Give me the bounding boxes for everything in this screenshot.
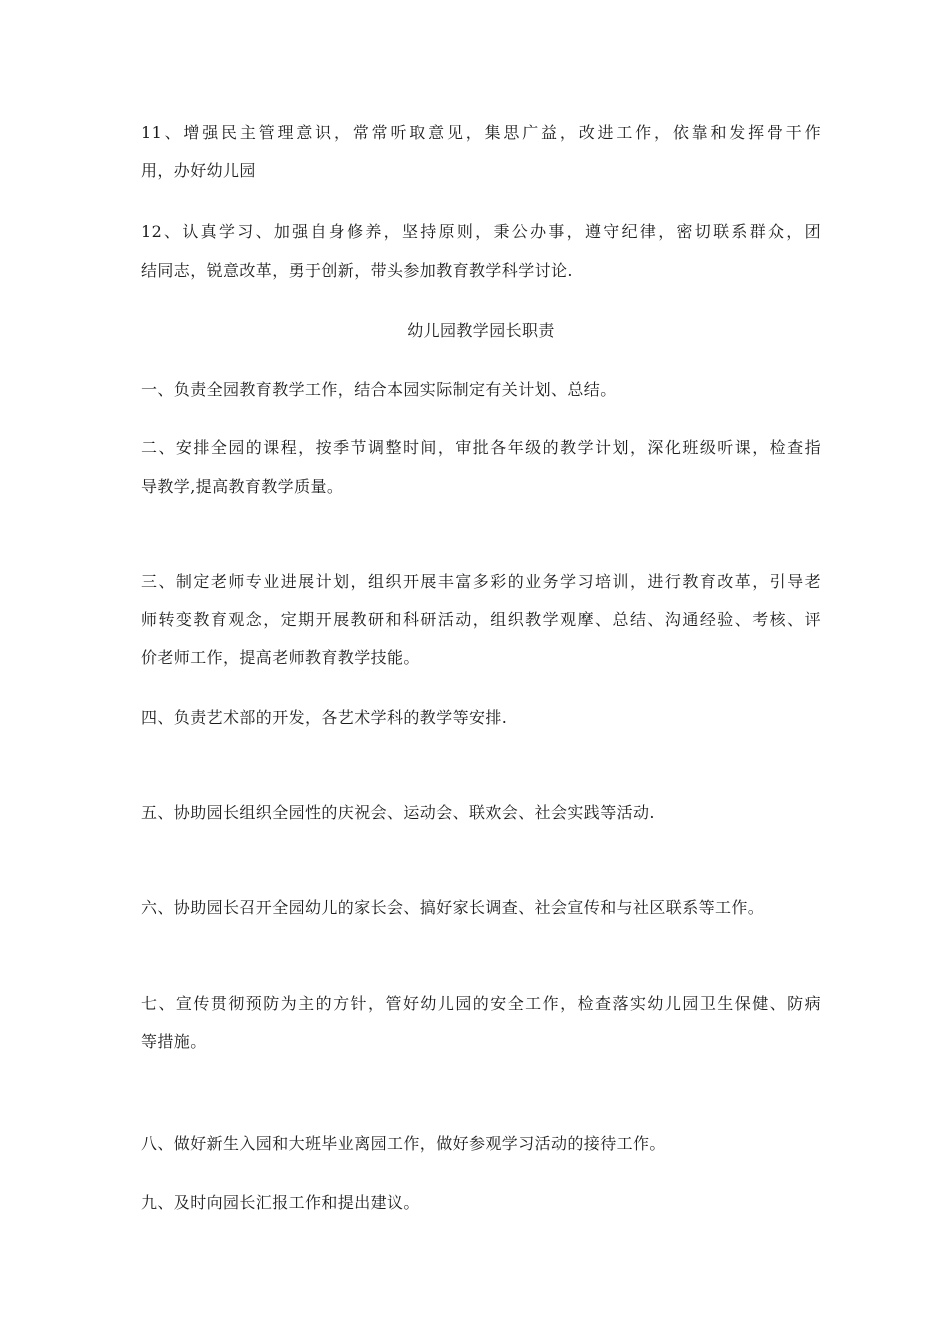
- duty-item-4: 四、负责艺术部的开发，各艺术学科的教学等安排.: [141, 708, 508, 727]
- duty-item-3-line-2: 师转变教育观念，定期开展教研和科研活动，组织教学观摩、总结、沟通经验、考核、评: [141, 610, 821, 629]
- paragraph-12-line-2: 结同志，锐意改革，勇于创新，带头参加教育教学科学讨论.: [141, 261, 573, 280]
- duty-item-3-line-1: 三、制定老师专业进展计划，组织开展丰富多彩的业务学习培训，进行教育改革，引导老: [141, 572, 821, 591]
- paragraph-12-line-1: 12、认真学习、加强自身修养，坚持原则，秉公办事，遵守纪律，密切联系群众，团: [141, 222, 821, 241]
- paragraph-11-line-1: 11、增强民主管理意识，常常听取意见，集思广益，改进工作，依靠和发挥骨干作: [141, 123, 821, 142]
- duty-item-2-line-2: 导教学,提高教育教学质量。: [141, 477, 344, 496]
- duty-item-8: 八、做好新生入园和大班毕业离园工作，做好参观学习活动的接待工作。: [141, 1134, 666, 1153]
- duty-item-7-line-1: 七、宣传贯彻预防为主的方针，管好幼儿园的安全工作，检查落实幼儿园卫生保健、防病: [141, 994, 821, 1013]
- duty-item-5: 五、协助园长组织全园性的庆祝会、运动会、联欢会、社会实践等活动.: [141, 803, 655, 822]
- duty-item-6: 六、协助园长召开全园幼儿的家长会、搞好家长调查、社会宣传和与社区联系等工作。: [141, 898, 765, 917]
- section-title: 幼儿园教学园长职责: [407, 321, 555, 340]
- duty-item-3-line-3: 价老师工作，提高老师教育教学技能。: [141, 648, 420, 667]
- duty-item-2-line-1: 二、安排全园的课程，按季节调整时间，审批各年级的教学计划，深化班级听课，检查指: [141, 438, 821, 457]
- paragraph-11-line-2: 用，办好幼儿园: [141, 161, 256, 180]
- duty-item-9: 九、及时向园长汇报工作和提出建议。: [141, 1193, 420, 1212]
- duty-item-7-line-2: 等措施。: [141, 1032, 207, 1051]
- duty-item-1: 一、负责全园教育教学工作，结合本园实际制定有关计划、总结。: [141, 380, 617, 399]
